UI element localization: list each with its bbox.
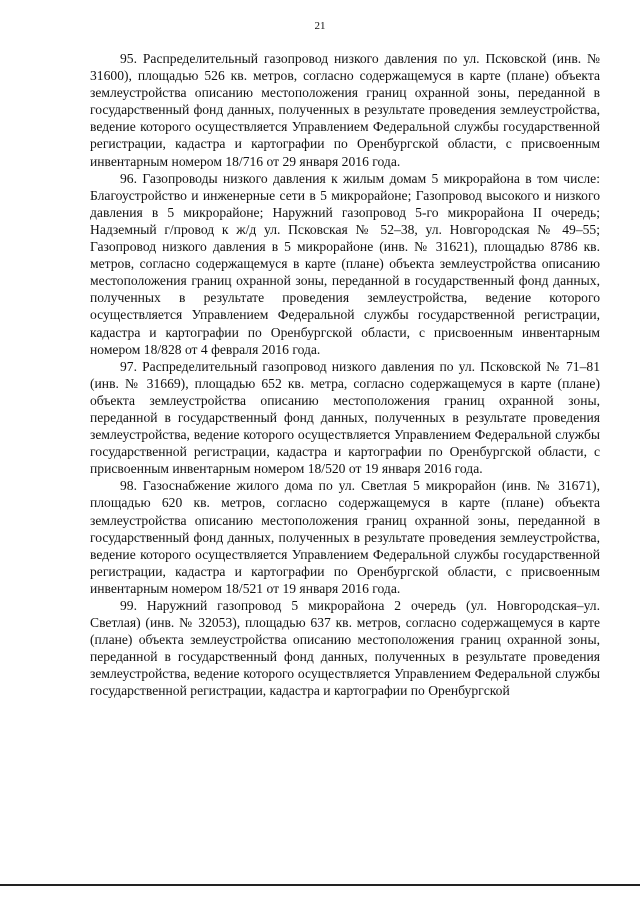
document-body [90,50,600,700]
paragraph-98: 98. Газоснабжение жилого дома по ул. Светлая 5 микрорайон (инв. № 31671), площадью 620 кв. метров, согласно содержащемуся в карте (плане) объекта землеустройства описанию местоположения границ охранной зоны, переданной в государственный фонд данных, полученных в результате проведения землеустройства, ведение которого осуществляется Управлением Федеральной службы государственной регистрации, кадастра и картографии по Оренбургской области, с присвоенным инвентарным номером 18/521 от 19 января 2016 года. [90,478,600,596]
paragraph-95: 95. Распределительный газопровод низкого давления по ул. Псковской (инв. № 31600), площадью 526 кв. метров, согласно содержащемуся в карте (плане) объекта землеустройства описанию местоположения границ охранной зоны, переданной в государственный фонд данных, полученных в результате проведения землеустройства, ведение которого осуществляется Управлением Федеральной службы государственной регистрации, кадастра и картографии по Оренбургской области, с присвоенным инвентарным номером 18/716 от 29 января 2016 года. [90,51,600,169]
paragraph-97: 97. Распределительный газопровод низкого давления по ул. Псковской № 71–81 (инв. № 31669), площадью 652 кв. метра, согласно содержащемуся в карте (плане) объекта землеустройства описанию местоположения границ охранной зоны, переданной в государственный фонд данных, полученных в результате проведения землеустройства, ведение которого осуществляется Управлением Федеральной службы государственной регистрации, кадастра и картографии по Оренбургской области, с присвоенным инвентарным номером 18/520 от 19 января 2016 года. [90,358,600,477]
page-number: 21 [314,20,326,32]
paragraph-96: 96. Газопроводы низкого давления к жилым домам 5 микрорайона в том числе: Благоустройство и инженерные сети в 5 микрорайоне; Газопровод высокого и низкого давления в 5 микрорайоне; Наружний газопровод 5-го микрорайона II очередь; Надземный г/провод к ж/д ул. Псковская № 52–38, ул. Новгородская № 49–55; Газопровод низкого давления в 5 микрорайоне (инв. № 31621), площадью 8786 кв. метров, согласно содержащемуся в карте (плане) объекта землеустройства описанию местоположения границ охранной зоны, переданной в государственный фонд данных, полученных в результате проведения землеустройства, ведение которого осуществляется Управлением Федеральной службы государственной регистрации, кадастра и картографии по Оренбургской области, с присвоенным инвентарным номером 18/828 от 4 февраля 2016 года. [90,170,600,357]
bottom-rule [0,884,640,886]
paragraph-99: 99. Наружний газопровод 5 микрорайона 2 очередь (ул. Новгородская–ул. Светлая) (инв. № 32053), площадью 637 кв. метров, согласно содержащемуся в карте (плане) объекта землеустройства описанию местоположения границ охранной зоны, переданной в государственный фонд данных, полученных в результате проведения землеустройства, ведение которого осуществляется Управлением Федеральной службы государственной регистрации, кадастра и картографии по Оренбургской [90,598,600,699]
